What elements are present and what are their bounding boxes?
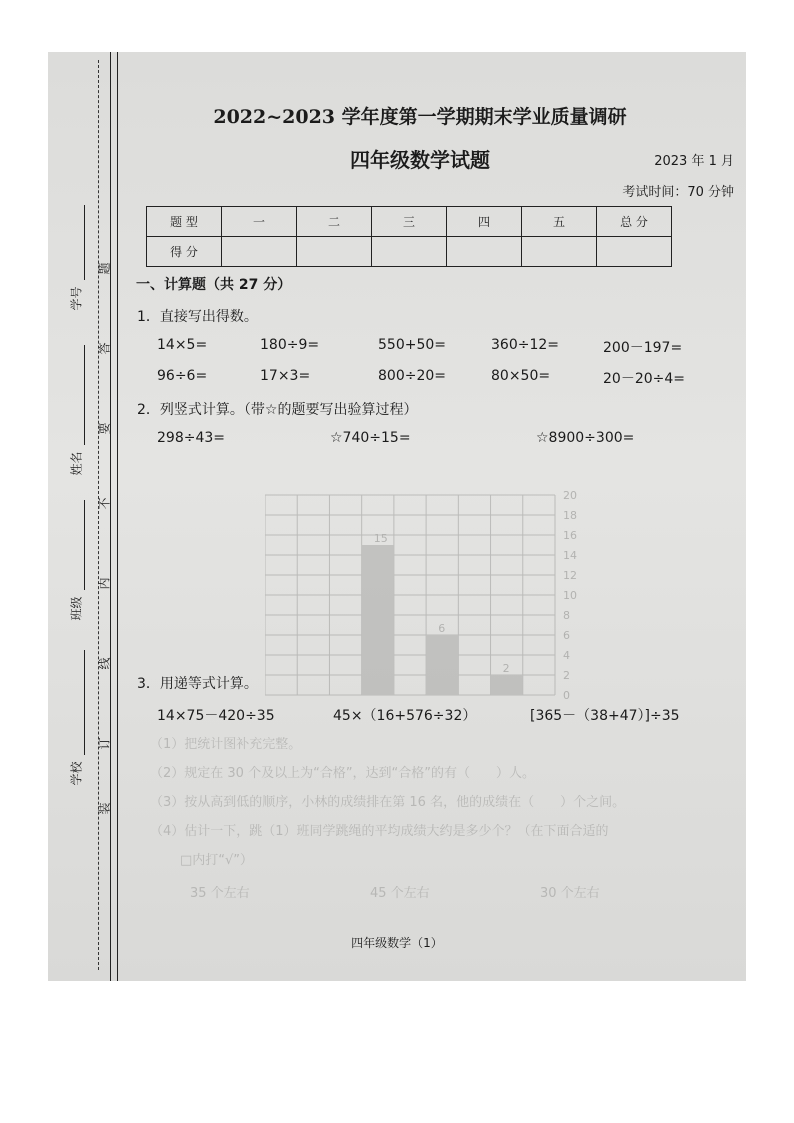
score-table-score-row: [147, 237, 672, 267]
score-cell[interactable]: [297, 237, 372, 267]
chart-tick-label: 18: [563, 509, 577, 522]
seal-char-ti: 题: [97, 262, 112, 275]
score-header-cell: 五: [522, 207, 597, 237]
score-header-cell: 一: [222, 207, 297, 237]
page-footer: 四年级数学（1）: [351, 936, 443, 950]
chart-tick-label: 12: [563, 569, 577, 582]
score-table-header-row: [147, 207, 672, 237]
chart-tick-label: 2: [563, 669, 570, 682]
q1-expr: 180÷9=: [260, 337, 320, 353]
chart-tick-label: 6: [563, 629, 570, 642]
seal-char-nei: 内: [97, 577, 112, 590]
student-id-line: [84, 205, 85, 280]
cut-line: [98, 60, 99, 970]
q2-expr: ☆740÷15=: [330, 430, 411, 446]
chart-bar: [491, 675, 523, 695]
q1-expr: 200－197=: [603, 340, 683, 356]
q1-expr: 20－20÷4=: [603, 371, 685, 387]
binding-border-line: [110, 52, 111, 981]
q1-expr: 360÷12=: [491, 337, 559, 353]
q2-expr: ☆8900÷300=: [536, 430, 635, 446]
q1-expr: 550+50=: [378, 337, 446, 353]
chart-tick-label: 20: [563, 489, 577, 502]
q2-expr: 298÷43=: [157, 430, 225, 446]
chart-tick-label: 10: [563, 589, 577, 602]
seal-char-bu: 不: [97, 497, 112, 510]
score-row-label: 得 分: [147, 237, 222, 267]
chart-tick-label: 14: [563, 549, 577, 562]
q1-expr: 800÷20=: [378, 368, 446, 384]
score-cell[interactable]: [222, 237, 297, 267]
exam-time: 考试时间：70 分钟: [622, 185, 734, 200]
chart-data-label: 15: [373, 532, 388, 545]
bleed-through-line: （4）估计一下，跳（1）班同学跳绳的平均成绩大约是多少个？（在下面合适的: [150, 824, 609, 839]
exam-title: 2022~2023 学年度第一学期期末学业质量调研: [213, 106, 627, 128]
bleed-through-option: 35 个左右: [190, 886, 250, 901]
school-line: [84, 650, 85, 755]
exam-date: 2023 年 1 月: [654, 154, 734, 169]
chart-tick-label: 16: [563, 529, 577, 542]
chart-tick-label: 8: [563, 609, 570, 622]
q3-expr: 45×（16+576÷32）: [333, 708, 477, 724]
seal-char-ding: 订: [97, 737, 112, 750]
chart-data-label: 2: [502, 662, 510, 675]
q1-expr: 14×5=: [157, 337, 208, 353]
student-id-label: 学号: [69, 286, 84, 311]
score-cell[interactable]: [372, 237, 447, 267]
q1-expr: 80×50=: [491, 368, 551, 384]
bleed-through-line: （2）规定在 30 个及以上为“合格”，达到“合格”的有（ ）人。: [150, 766, 536, 781]
q1-label: 1．直接写出得数。: [137, 309, 258, 325]
seal-char-zhuang: 装: [97, 802, 112, 815]
chart-bar: [362, 545, 394, 695]
q1-expr: 96÷6=: [157, 368, 208, 384]
q3-expr: [365－（38+47）]÷35: [530, 708, 680, 724]
score-cell[interactable]: [447, 237, 522, 267]
seal-char-yao: 要: [97, 422, 112, 435]
binding-border-line-2: [117, 52, 118, 981]
name-line: [84, 345, 85, 445]
score-cell[interactable]: [597, 237, 672, 267]
school-label: 学校: [69, 761, 84, 786]
score-cell[interactable]: [522, 237, 597, 267]
chart-bar: [426, 635, 458, 695]
q1-expr: 17×3=: [260, 368, 311, 384]
q3-label: 3．用递等式计算。: [137, 676, 258, 692]
bleed-through-option: 45 个左右: [370, 886, 430, 901]
bleed-through-line: （3）按从高到低的顺序，小林的成绩排在第 16 名，他的成绩在（ ）个之间。: [150, 795, 626, 810]
exam-subtitle: 四年级数学试题: [350, 148, 490, 172]
score-header-cell: 四: [447, 207, 522, 237]
score-table: [146, 206, 672, 267]
score-header-cell: 二: [297, 207, 372, 237]
bleed-through-option: 30 个左右: [540, 886, 600, 901]
class-label: 班级: [69, 596, 84, 621]
score-header-cell: 题 型: [147, 207, 222, 237]
name-label: 姓名: [69, 451, 84, 476]
q3-expr: 14×75－420÷35: [157, 708, 275, 724]
chart-tick-label: 4: [563, 649, 570, 662]
class-line: [84, 500, 85, 590]
bleed-through-line: □内打“√”）: [180, 853, 254, 868]
seal-char-da: 答: [97, 342, 112, 355]
score-header-cell: 总 分: [597, 207, 672, 237]
q2-label: 2．列竖式计算。（带☆的题要写出验算过程）: [137, 402, 418, 418]
bleed-through-line: （1）把统计图补充完整。: [150, 737, 302, 752]
bleed-through-chart: [265, 485, 595, 705]
chart-data-label: 6: [438, 622, 446, 635]
score-header-cell: 三: [372, 207, 447, 237]
seal-char-xian: 线: [97, 657, 112, 670]
chart-tick-label: 0: [563, 689, 570, 702]
section1-heading: 一、计算题（共 27 分）: [136, 277, 292, 293]
